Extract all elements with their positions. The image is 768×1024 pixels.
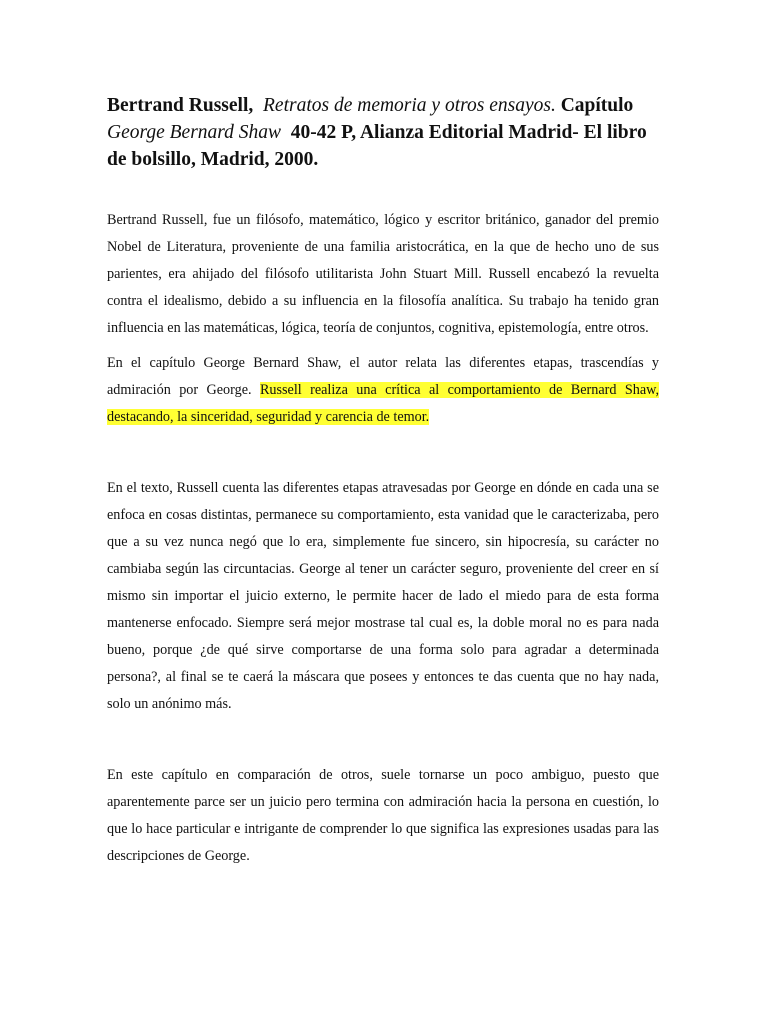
citation-heading <box>107 92 659 173</box>
paragraph-chapter <box>107 350 659 431</box>
citation-details: 40-42 P, Alianza Editorial Madrid- El libro de bolsillo, Madrid, 2000. <box>107 122 647 170</box>
paragraph-intro: Bertrand Russell, fue un filósofo, matemático, lógico y escritor británico, ganador del premio Nobel de Literatura, proveniente de una familia aristocrática, en la que de hecho uno de sus parientes, era ahijado del filósofo utilitarista John Stuart Mill. Russell encabezó la revuelta contra el idealismo, debido a su influencia en la filosofía analítica. Su trabajo ha tenido gran influencia en las matemáticas, lógica, teoría de conjuntos, cognitiva, epistemología, entre otros. <box>107 212 659 336</box>
highlighted-text: Russell realiza una crítica al comportamiento de Bernard Shaw, destacando, la sinceridad, seguridad y carencia de temor. <box>107 382 659 425</box>
citation-chapter-title: George Bernard Shaw <box>107 122 282 143</box>
citation-book-title: Retratos de memoria y otros ensayos. <box>263 95 556 116</box>
paragraph-conclusion: En este capítulo en comparación de otros, suele tornarse un poco ambiguo, puesto que aparentemente parce ser un juicio pero termina con admiración hacia la persona en cuestión, lo que lo hace particular e intrigante de comprender lo que significa las expresiones usadas para las descripciones de George. <box>107 767 659 864</box>
paragraph-chapter-text: En el capítulo George Bernard Shaw, el autor relata las diferentes etapas, trascendías y admiración por George. <box>107 355 659 398</box>
document-page <box>107 92 659 870</box>
citation-chapter-label: Capítulo <box>560 95 634 116</box>
citation-author: Bertrand Russell, <box>107 95 254 116</box>
paragraph-analysis: En el texto, Russell cuenta las diferentes etapas atravesadas por George en dónde en cada una se enfoca en cosas distintas, permanece su comportamiento, esta vanidad que le caracterizaba, pero que a su vez nunca negó que lo era, simplemente fue sincero, sin hipocresía, su carácter no cambiaba según las circuntacias. George al tener un carácter seguro, proveniente del creer en sí mismo sin importar el juicio externo, le permite hacer de lado el miedo para de esta forma mantenerse enfocado. Siempre será mejor mostrase tal cual es, la doble moral no es para nada bueno, porque ¿de qué sirve comportarse de una forma solo para agradar a determinada persona?, al final se te caerá la máscara que posees y entonces te das cuenta que no hay nada, solo un anónimo más. <box>107 480 659 712</box>
